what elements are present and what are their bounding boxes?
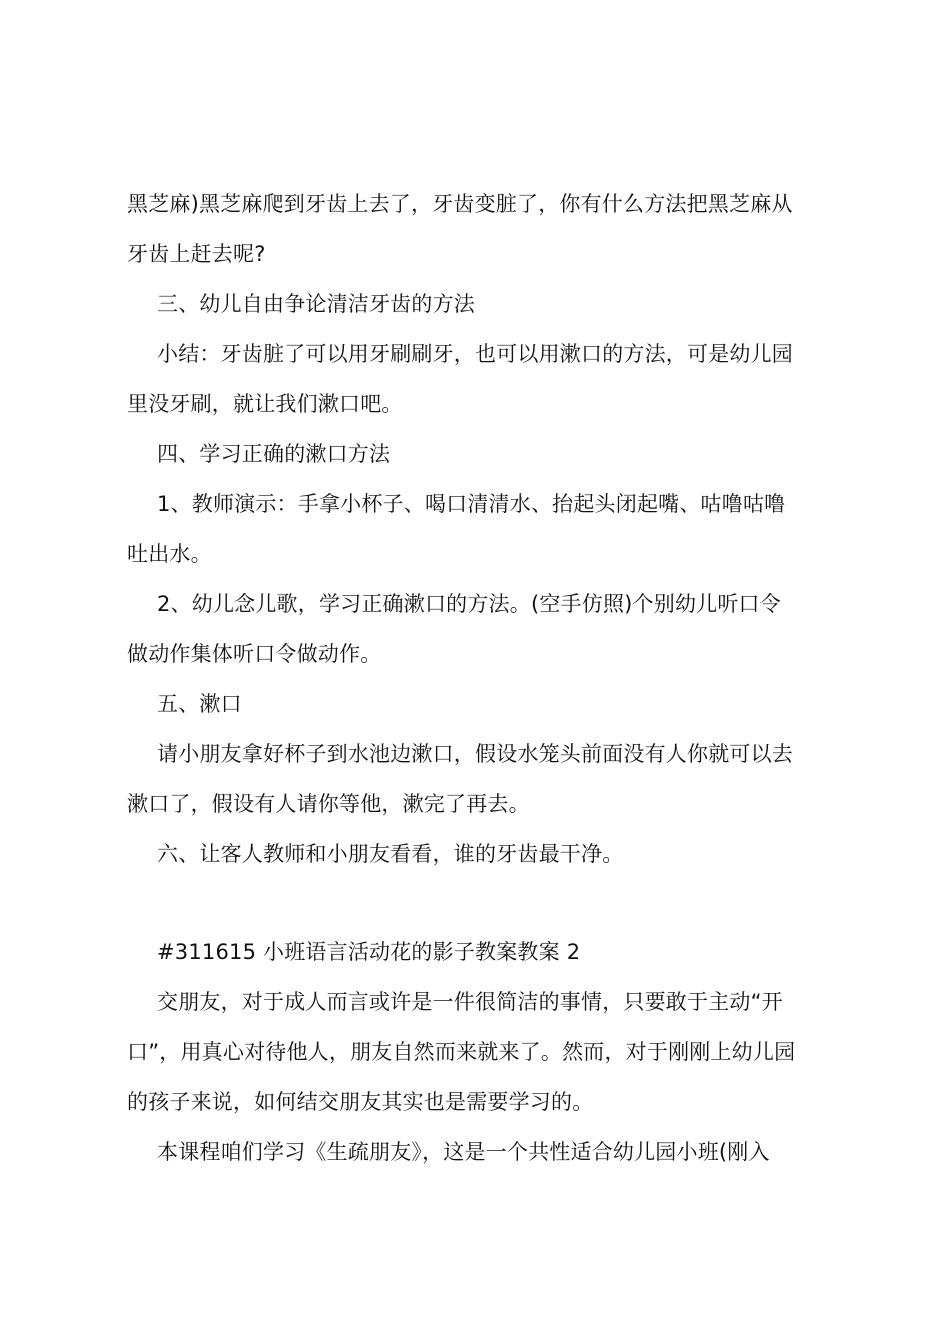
paragraph-line: 2、幼儿念儿歌，学习正确漱口的方法。(空手仿照)个别幼儿听口令: [157, 592, 781, 616]
paragraph-line: 1、教师演示：手拿小杯子、喝口清清水、抬起头闭起嘴、咕噜咕噜: [157, 492, 786, 516]
section-heading: 五、漱口: [157, 692, 242, 716]
paragraph-line: 吐出水。: [127, 542, 212, 566]
paragraph-line: 黑芝麻)黑芝麻爬到牙齿上去了，牙齿变脏了，你有什么方法把黑芝麻从: [127, 192, 793, 216]
paragraph-line: 请小朋友拿好杯子到水池边漱口，假设水笼头前面没有人你就可以去: [157, 742, 793, 766]
section-heading: 四、学习正确的漱口方法: [157, 442, 391, 466]
paragraph-line: 的孩子来说，如何结交朋友其实也是需要学习的。: [127, 1090, 594, 1114]
paragraph-line: 交朋友，对于成人而言或许是一件很简洁的事情，只要敢于主动“开: [157, 990, 783, 1014]
section-heading: 六、让客人教师和小朋友看看，谁的牙齿最干净。: [157, 842, 624, 866]
paragraph-line: 口”，用真心对待他人，朋友自然而来就来了。然而，对于刚刚上幼儿园: [127, 1040, 796, 1064]
paragraph-line: 里没牙刷，就让我们漱口吧。: [127, 392, 403, 416]
paragraph-line: 漱口了，假设有人请你等他，漱完了再去。: [127, 792, 530, 816]
paragraph-line: 本课程咱们学习《生疏朋友》，这是一个共性适合幼儿园小班(刚入: [157, 1140, 770, 1164]
paragraph-line: 牙齿上赶去呢?: [127, 242, 266, 266]
paragraph-line: 做动作集体听口令做动作。: [127, 642, 382, 666]
section-heading: 三、幼儿自由争论清洁牙齿的方法: [157, 292, 475, 316]
paragraph-line: 小结：牙齿脏了可以用牙刷刷牙，也可以用漱口的方法，可是幼儿园: [157, 342, 793, 366]
document-title: #311615 小班语言活动花的影子教案教案 2: [157, 940, 581, 964]
